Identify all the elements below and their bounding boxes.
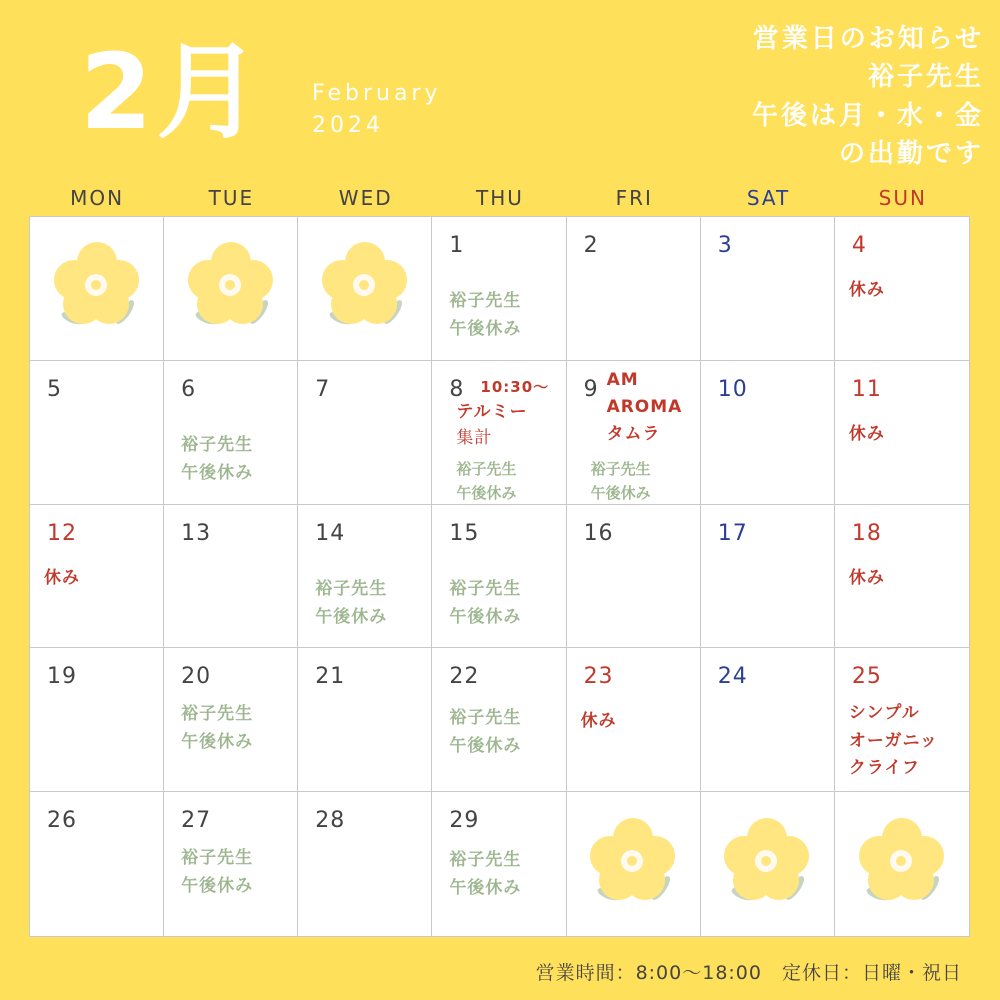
day-number: 12 — [47, 520, 77, 546]
business-notice — [752, 20, 984, 174]
day-cell — [432, 217, 566, 361]
month-name: February — [312, 81, 442, 106]
day-number: 17 — [717, 520, 748, 546]
day-number: 28 — [315, 808, 346, 834]
flower-icon — [583, 814, 683, 914]
day-cell — [701, 217, 835, 361]
day-number: 22 — [449, 664, 480, 690]
weekday-sun: SUN — [878, 186, 927, 210]
empty-cell — [30, 217, 164, 361]
day-number: 8 — [449, 376, 465, 402]
weekday-fri: FRI — [615, 186, 653, 210]
business-hours-footer: 営業時間：8:00～18:00 定休日：日曜・祝日 — [535, 962, 962, 984]
teacher-schedule: 裕子先生 午後休み — [449, 291, 522, 340]
teacher-schedule: 裕子先生 午後休み — [449, 850, 522, 899]
day-cell — [164, 792, 298, 936]
flower-icon — [181, 238, 281, 338]
day-cell — [835, 217, 969, 361]
day-number: 25 — [851, 664, 882, 690]
flower-icon — [47, 238, 147, 338]
weekday-thu: THU — [476, 186, 524, 210]
day-number: 15 — [449, 520, 480, 546]
event-note: 集計 — [456, 427, 493, 448]
day-number: 16 — [583, 520, 614, 546]
empty-cell — [298, 217, 432, 361]
day-cell — [298, 648, 432, 792]
notice-line: 営業日のお知らせ — [752, 24, 984, 54]
year: 2024 — [312, 112, 384, 138]
day-number: 13 — [181, 520, 212, 546]
event-time: 10:30～ — [480, 377, 550, 396]
day-number: 24 — [717, 664, 748, 690]
day-cell — [567, 648, 701, 792]
weekday-wed: WED — [338, 186, 393, 210]
day-cell — [164, 648, 298, 792]
day-cell — [164, 361, 298, 505]
month-english — [312, 78, 442, 142]
day-number: 7 — [315, 376, 331, 402]
event-title: テルミー — [456, 401, 528, 422]
day-cell — [701, 648, 835, 792]
teacher-schedule: 裕子先生 午後休み — [181, 434, 254, 483]
day-cell — [835, 648, 969, 792]
day-cell — [164, 505, 298, 649]
teacher-schedule: 裕子先生 午後休み — [456, 459, 517, 502]
teacher-schedule: 裕子先生 午後休み — [315, 578, 388, 627]
closed-label: 休み — [848, 423, 885, 444]
day-cell — [30, 361, 164, 505]
day-number: 26 — [47, 808, 77, 834]
closed-label: 休み — [848, 567, 885, 588]
day-number: 2 — [583, 233, 599, 258]
day-cell — [30, 792, 164, 936]
flower-icon — [315, 238, 415, 338]
teacher-schedule: 裕子先生 午後休み — [449, 578, 522, 627]
event-aroma: AM AROMA タムラ — [606, 369, 683, 445]
day-cell — [298, 505, 432, 649]
day-cell — [432, 361, 566, 505]
empty-cell — [567, 792, 701, 936]
closed-label: 休み — [848, 280, 885, 300]
closed-label: 休み — [44, 567, 80, 588]
day-number: 11 — [851, 376, 882, 402]
weekday-sat: SAT — [746, 186, 791, 210]
teacher-schedule: 裕子先生 午後休み — [181, 848, 254, 897]
day-cell — [298, 792, 432, 936]
weekday-mon: MON — [70, 186, 125, 210]
notice-line: の出勤です — [838, 139, 984, 170]
day-number: 18 — [851, 520, 882, 546]
calendar-grid — [29, 216, 970, 937]
weekday-tue: TUE — [208, 186, 255, 210]
day-cell — [30, 505, 164, 649]
empty-cell — [835, 792, 969, 936]
day-number: 10 — [717, 376, 748, 402]
notice-line: 午後は月・水・金 — [751, 100, 984, 131]
day-cell — [432, 505, 566, 649]
day-cell — [432, 792, 566, 936]
day-cell — [701, 361, 835, 505]
closed-label: 休み — [580, 711, 617, 732]
day-number: 9 — [583, 376, 599, 402]
day-number: 3 — [717, 233, 733, 258]
day-number: 29 — [449, 808, 480, 834]
teacher-schedule: 裕子先生 午後休み — [181, 704, 254, 753]
day-number: 19 — [47, 664, 77, 690]
day-cell — [298, 361, 432, 505]
day-cell — [30, 648, 164, 792]
weekday-header — [30, 186, 970, 210]
day-number: 20 — [181, 664, 212, 690]
day-number: 21 — [315, 664, 346, 690]
empty-cell — [701, 792, 835, 936]
day-number: 6 — [181, 376, 197, 402]
day-cell — [701, 505, 835, 649]
day-cell — [432, 648, 566, 792]
teacher-schedule: 裕子先生 午後休み — [590, 459, 651, 502]
flower-icon — [852, 814, 952, 914]
day-cell — [567, 217, 701, 361]
day-number: 5 — [47, 376, 62, 402]
day-cell — [567, 361, 701, 505]
day-number: 4 — [851, 233, 867, 258]
month-title: 2月 — [80, 31, 265, 153]
teacher-schedule: 裕子先生 午後休み — [449, 708, 522, 757]
notice-line: 裕子先生 — [867, 62, 984, 93]
flower-icon — [717, 814, 817, 914]
day-number: 1 — [449, 233, 465, 258]
day-number: 23 — [583, 664, 614, 690]
empty-cell — [164, 217, 298, 361]
day-cell — [567, 505, 701, 649]
day-cell — [835, 505, 969, 649]
day-cell — [835, 361, 969, 505]
event-organic-life: シンプル オーガニッ クライフ — [848, 703, 938, 779]
day-number: 14 — [315, 520, 346, 546]
day-number: 27 — [181, 808, 212, 834]
